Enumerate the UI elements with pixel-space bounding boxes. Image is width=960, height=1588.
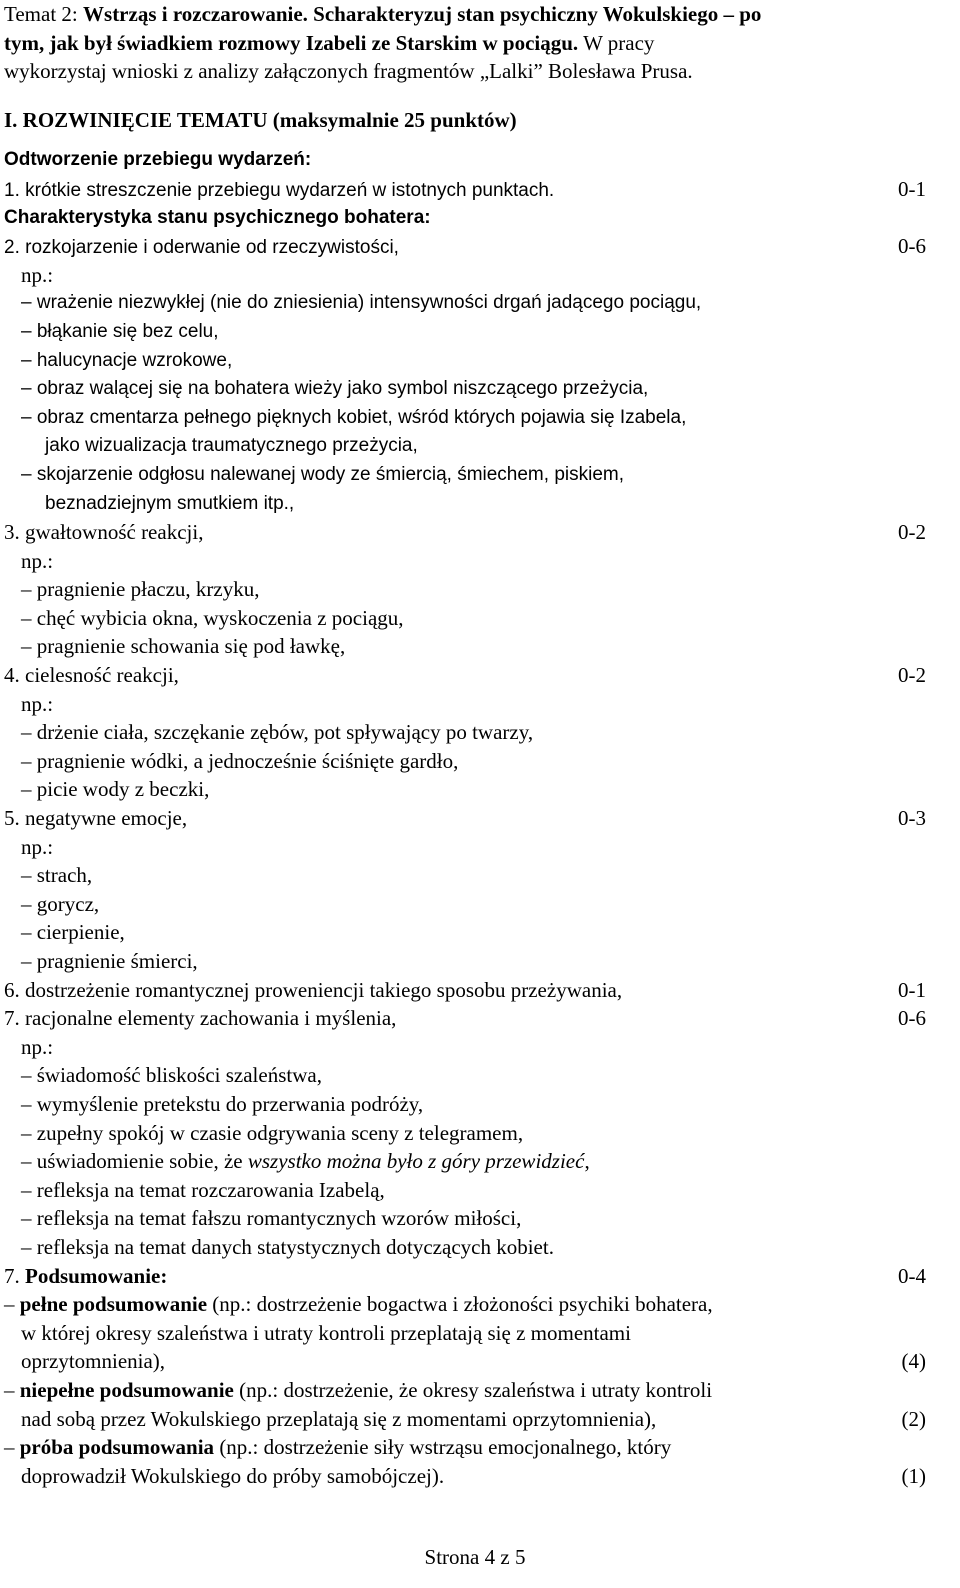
np-label: np.: — [21, 691, 54, 716]
example-item: – strach, — [21, 863, 93, 888]
example-item: – uświadomienie sobie, że wszystko można było z góry przewidzieć, — [21, 1149, 590, 1174]
example-item: – obraz walącej się na bohatera wieży jako symbol niszczącego przeżycia, — [21, 378, 649, 400]
example-item: – picie wody z beczki, — [21, 777, 210, 802]
summary-attempt: – próba podsumowania (np.: dostrzeżenie siły wstrząsu emocjonalnego, który — [4, 1435, 672, 1460]
example-continuation: jako wizualizacja traumatycznego przeżycia, — [45, 435, 418, 457]
intro-line-3: wykorzystaj wnioski z analizy załączonych fragmentów „Lalki” Bolesława Prusa. — [4, 59, 693, 84]
criterion-points: 0-3 — [898, 806, 926, 831]
example-item: – halucynacje wzrokowe, — [21, 349, 233, 371]
section-heading: I. ROZWINIĘCIE TEMATU (maksymalnie 25 punktów) — [4, 107, 517, 132]
example-item: – cierpienie, — [21, 920, 125, 945]
np-label: np.: — [21, 834, 54, 859]
example-item: – refleksja na temat fałszu romantycznych wzorów miłości, — [21, 1206, 522, 1231]
example-item: – pragnienie wódki, a jednocześnie ściśnięte gardło, — [21, 748, 459, 773]
intro-line-1 — [4, 0, 954, 29]
example-item: – refleksja na temat danych statystycznych dotyczących kobiet. — [21, 1234, 554, 1259]
example-item: – wymyślenie pretekstu do przerwania podróży, — [21, 1091, 424, 1116]
summary-partial-points: (2) — [901, 1406, 926, 1431]
criterion-text: 7. racjonalne elementy zachowania i myślenia, — [4, 1006, 397, 1031]
example-item: – gorycz, — [21, 891, 100, 916]
criterion-text: 2. rozkojarzenie i oderwanie od rzeczywistości, — [4, 237, 399, 259]
criterion-2 — [4, 232, 954, 261]
topic-title-cont: tym, jak był świadkiem rozmowy Izabeli ze Starskim w pociągu. — [4, 30, 579, 55]
summary-heading: 7. Podsumowanie: 0-4 — [4, 1262, 954, 1291]
criterion-text: 5. negatywne emocje, — [4, 806, 188, 831]
example-item: – refleksja na temat rozczarowania Izabelą, — [21, 1177, 385, 1202]
np-label: np.: — [21, 262, 54, 287]
criterion-points: 0-6 — [898, 234, 926, 259]
example-item: – skojarzenie odgłosu nalewanej wody ze śmiercią, śmiechem, piskiem, — [21, 463, 625, 485]
example-item: – pragnienie śmierci, — [21, 949, 198, 973]
criterion-text: 3. gwałtowność reakcji, — [4, 520, 204, 545]
example-item: – chęć wybicia okna, wyskoczenia z pociągu, — [21, 605, 404, 630]
criterion-points: 0-2 — [898, 663, 926, 688]
page-number: Strona 4 z 5 — [424, 1545, 526, 1569]
summary-full-cont: oprzytomnienia), (4) — [4, 1347, 954, 1376]
criterion-3 — [4, 518, 954, 547]
example-item: – wrażenie niezwykłej (nie do zniesienia) intensywności drgań jadącego pociągu, — [21, 292, 702, 314]
example-item: – zupełny spokój w czasie odgrywania sceny z telegramem, — [21, 1120, 524, 1145]
summary-attempt-points: (1) — [901, 1463, 926, 1488]
criterion-text: 4. cielesność reakcji, — [4, 663, 179, 688]
summary-full-points: (4) — [901, 1349, 926, 1374]
example-item: – pragnienie schowania się pod ławkę, — [21, 634, 346, 659]
criterion-6 — [4, 976, 954, 1005]
summary-full: – pełne podsumowanie (np.: dostrzeżenie bogactwa i złożoności psychiki bohatera, — [4, 1292, 713, 1317]
summary-attempt-cont: doprowadził Wokulskiego do próby samobójczej). (1) — [4, 1462, 954, 1491]
criterion-points: 0-6 — [898, 1006, 926, 1031]
intro-text: W pracy — [583, 30, 655, 55]
criterion-1 — [4, 175, 954, 204]
example-item: – pragnienie płaczu, krzyku, — [21, 577, 260, 602]
example-item: – błąkanie się bez celu, — [21, 320, 219, 342]
topic-title: Wstrząs i rozczarowanie. Scharakteryzuj stan psychiczny Wokulskiego – po — [83, 2, 762, 26]
criterion-4 — [4, 661, 954, 690]
example-continuation: beznadziejnym smutkiem itp., — [45, 492, 295, 514]
criterion-text: 6. dostrzeżenie romantycznej proweniencji takiego sposobu przeżywania, — [4, 977, 623, 1002]
criterion-5 — [4, 804, 954, 833]
example-item: – drżenie ciała, szczękanie zębów, pot spływający po twarzy, — [21, 720, 534, 745]
example-item: – świadomość bliskości szaleństwa, — [21, 1063, 322, 1088]
summary-full-cont: w której okresy szaleństwa i utraty kontroli przeplatają się z momentami — [21, 1320, 631, 1345]
intro-line-2 — [4, 29, 954, 58]
criterion-points: 0-1 — [898, 977, 926, 1002]
criterion-7 — [4, 1004, 954, 1033]
summary-partial-cont: nad sobą przez Wokulskiego przeplatają się z momentami oprzytomnienia), (2) — [4, 1405, 954, 1434]
group-heading-character: Charakterystyka stanu psychicznego bohatera: — [4, 206, 431, 228]
criterion-points: 0-1 — [898, 176, 926, 201]
criterion-text: 1. krótkie streszczenie przebiegu wydarzeń w istotnych punktach. — [4, 179, 555, 201]
criterion-points: 0-2 — [898, 520, 926, 545]
group-heading-events: Odtworzenie przebiegu wydarzeń: — [4, 149, 312, 171]
np-label: np.: — [21, 1034, 54, 1059]
exam-page — [4, 0, 954, 1490]
quote-italic: wszystko można było z góry przewidzieć — [247, 1149, 585, 1174]
np-label: np.: — [21, 548, 54, 573]
topic-label: Temat 2: — [4, 2, 78, 26]
summary-points: 0-4 — [898, 1263, 926, 1288]
summary-partial: – niepełne podsumowanie (np.: dostrzeżenie, że okresy szaleństwa i utraty kontroli — [4, 1377, 713, 1402]
example-item: – obraz cmentarza pełnego pięknych kobiet, wśród których pojawia się Izabela, — [21, 406, 687, 428]
